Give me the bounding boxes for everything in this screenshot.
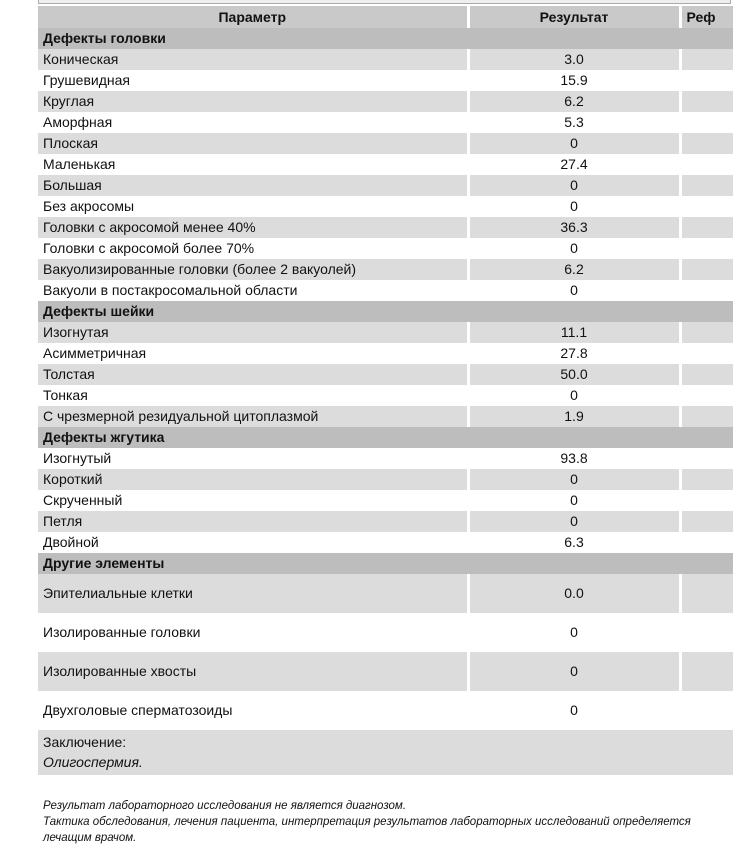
section-header — [38, 28, 733, 49]
ref-value — [680, 217, 733, 238]
result-value: 6.3 — [468, 532, 680, 553]
table-row — [38, 238, 733, 259]
ref-value — [680, 406, 733, 427]
param-name: Изогнутая — [38, 322, 468, 343]
conclusion-row — [38, 730, 733, 775]
param-name: Изолированные хвосты — [38, 652, 468, 691]
ref-value — [680, 385, 733, 406]
table-row — [38, 154, 733, 175]
result-value: 0 — [468, 175, 680, 196]
ref-value — [680, 49, 733, 70]
ref-value — [680, 574, 733, 613]
table-row — [38, 652, 733, 691]
result-value: 0 — [468, 280, 680, 301]
table-row — [38, 613, 733, 652]
result-value: 1.9 — [468, 406, 680, 427]
param-name: Вакуолизированные головки (более 2 вакуолей) — [38, 259, 468, 280]
ref-value — [680, 490, 733, 511]
section-title: Дефекты головки — [38, 28, 733, 49]
ref-value — [680, 196, 733, 217]
param-name: Коническая — [38, 49, 468, 70]
param-name: Толстая — [38, 364, 468, 385]
result-value: 6.2 — [468, 259, 680, 280]
ref-value — [680, 70, 733, 91]
table-row — [38, 259, 733, 280]
result-value: 36.3 — [468, 217, 680, 238]
table-row — [38, 112, 733, 133]
table-row — [38, 532, 733, 553]
param-name: Двухголовые сперматозоиды — [38, 691, 468, 730]
ref-value — [680, 154, 733, 175]
result-value: 0 — [468, 691, 680, 730]
ref-value — [680, 133, 733, 154]
param-name: Грушевидная — [38, 70, 468, 91]
ref-value — [680, 259, 733, 280]
result-value: 27.4 — [468, 154, 680, 175]
ref-value — [680, 322, 733, 343]
section-header — [38, 301, 733, 322]
result-value: 0 — [468, 238, 680, 259]
param-name: Тонкая — [38, 385, 468, 406]
table-row — [38, 406, 733, 427]
table-row — [38, 322, 733, 343]
ref-value — [680, 448, 733, 469]
section-header — [38, 427, 733, 448]
ref-value — [680, 652, 733, 691]
result-value: 93.8 — [468, 448, 680, 469]
ref-value — [680, 238, 733, 259]
conclusion-text: Олигоспермия. — [43, 754, 143, 770]
result-value: 5.3 — [468, 112, 680, 133]
ref-value — [680, 364, 733, 385]
disclaimer-line: Результат лабораторного исследования не является диагнозом. — [43, 800, 407, 812]
header-result: Результат — [468, 6, 680, 28]
ref-value — [680, 691, 733, 730]
param-name: Большая — [38, 175, 468, 196]
table-row — [38, 175, 733, 196]
result-value: 6.2 — [468, 91, 680, 112]
table-row — [38, 70, 733, 91]
previous-table-edge — [38, 0, 731, 4]
param-name: Маленькая — [38, 154, 468, 175]
section-title: Дефекты жгутика — [38, 427, 733, 448]
table-header — [38, 6, 733, 28]
table-row — [38, 385, 733, 406]
result-value: 11.1 — [468, 322, 680, 343]
table-row — [38, 490, 733, 511]
header-param: Параметр — [38, 6, 468, 28]
result-value: 15.9 — [468, 70, 680, 91]
param-name: Без акросомы — [38, 196, 468, 217]
table-row — [38, 691, 733, 730]
param-name: Изогнутый — [38, 448, 468, 469]
param-name: Двойной — [38, 532, 468, 553]
ref-value — [680, 112, 733, 133]
table-row — [38, 343, 733, 364]
result-value: 0 — [468, 490, 680, 511]
param-name: Аморфная — [38, 112, 468, 133]
ref-value — [680, 469, 733, 490]
result-value: 0 — [468, 652, 680, 691]
ref-value — [680, 280, 733, 301]
param-name: Короткий — [38, 469, 468, 490]
result-value: 50.0 — [468, 364, 680, 385]
result-value: 0 — [468, 196, 680, 217]
param-name: Эпителиальные клетки — [38, 574, 468, 613]
table-row — [38, 448, 733, 469]
table-row — [38, 280, 733, 301]
results-table — [38, 6, 733, 775]
section-title: Дефекты шейки — [38, 301, 733, 322]
param-name: Плоская — [38, 133, 468, 154]
ref-value — [680, 532, 733, 553]
table-row — [38, 217, 733, 238]
param-name: Головки с акросомой менее 40% — [38, 217, 468, 238]
disclaimer-line: Тактика обследования, лечения пациента, интерпретация результатов лабораторных исследований определяется лечащим врачом. — [43, 816, 691, 844]
table-row — [38, 511, 733, 532]
section-header — [38, 553, 733, 574]
param-name: С чрезмерной резидуальной цитоплазмой — [38, 406, 468, 427]
table-row — [38, 574, 733, 613]
ref-value — [680, 175, 733, 196]
table-row — [38, 196, 733, 217]
result-value: 0 — [468, 385, 680, 406]
param-name: Круглая — [38, 91, 468, 112]
table-row — [38, 364, 733, 385]
result-value: 0 — [468, 469, 680, 490]
param-name: Изолированные головки — [38, 613, 468, 652]
ref-value — [680, 511, 733, 532]
ref-value — [680, 343, 733, 364]
ref-value — [680, 613, 733, 652]
param-name: Асимметричная — [38, 343, 468, 364]
ref-value — [680, 91, 733, 112]
result-value: 0 — [468, 613, 680, 652]
table-row — [38, 133, 733, 154]
section-title: Другие элементы — [38, 553, 733, 574]
table-row — [38, 469, 733, 490]
param-name: Головки с акросомой более 70% — [38, 238, 468, 259]
conclusion — [38, 730, 733, 775]
result-value: 27.8 — [468, 343, 680, 364]
param-name: Вакуоли в постакросомальной области — [38, 280, 468, 301]
table-row — [38, 49, 733, 70]
result-value: 0.0 — [468, 574, 680, 613]
result-value: 0 — [468, 133, 680, 154]
param-name: Петля — [38, 511, 468, 532]
param-name: Скрученный — [38, 490, 468, 511]
table-row — [38, 91, 733, 112]
result-value: 3.0 — [468, 49, 680, 70]
disclaimer — [43, 798, 731, 846]
header-ref: Реф — [680, 6, 733, 28]
result-value: 0 — [468, 511, 680, 532]
conclusion-label: Заключение: — [43, 734, 127, 750]
